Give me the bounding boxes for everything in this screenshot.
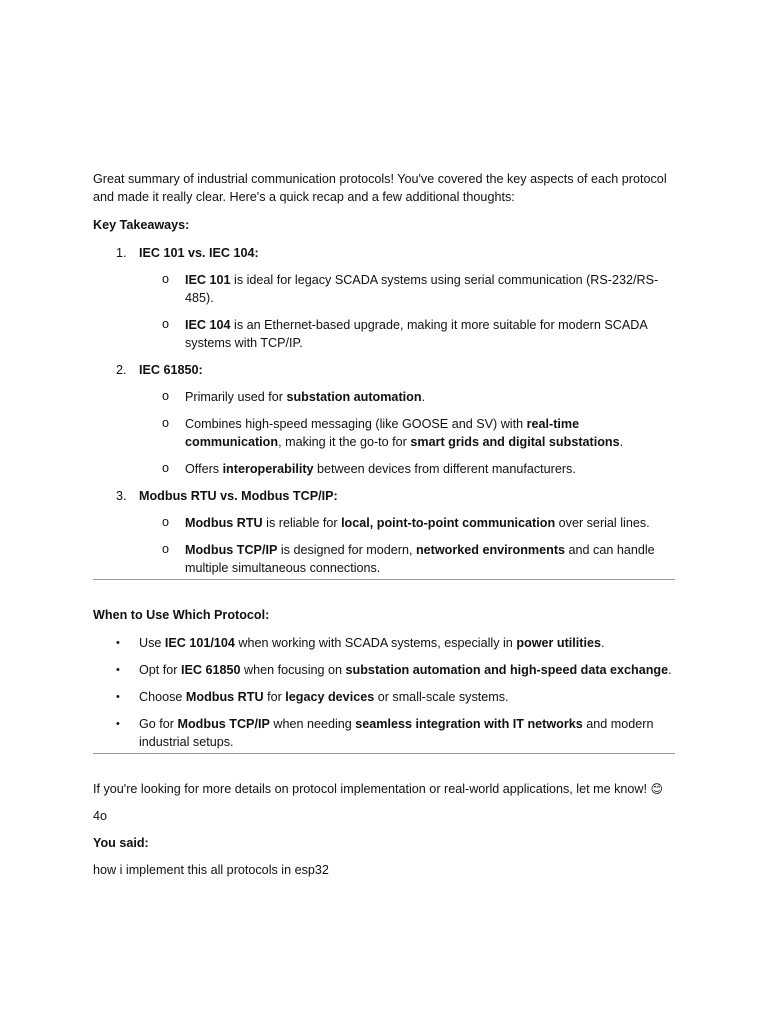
when-to-use-heading: When to Use Which Protocol: (93, 608, 270, 622)
sub-bullet-marker: o (162, 389, 170, 403)
takeaway-sublist (93, 271, 675, 352)
bullet-marker: • (116, 637, 120, 649)
takeaway-sublist (93, 388, 675, 478)
document-page (93, 170, 675, 879)
section-divider (93, 753, 675, 754)
smile-emoji-icon: 😊 (650, 782, 664, 796)
takeaway-item (93, 487, 675, 505)
sub-list-item: o Offers interoperability between devices from different manufacturers. (162, 461, 576, 476)
sub-bullet-marker: o (162, 416, 170, 430)
model-label: 4o (93, 809, 108, 823)
sub-list-item: o Modbus TCP/IP is designed for modern, networked environments and can handle multiple simultaneous connections. (162, 542, 655, 575)
bullet-list-item: • Choose Modbus RTU for legacy devices or small-scale systems. (116, 690, 509, 704)
takeaway-title: IEC 61850: (139, 363, 203, 377)
takeaway-item (93, 244, 675, 262)
user-message: how i implement this all protocols in esp32 (93, 863, 329, 877)
sub-list-item: o Modbus RTU is reliable for local, point-to-point communication over serial lines. (162, 515, 650, 530)
list-number: 2. (116, 363, 127, 377)
when-to-use-list (93, 634, 675, 751)
sub-bullet-marker: o (162, 272, 170, 286)
section-divider (93, 579, 675, 580)
bullet-marker: • (116, 691, 120, 703)
bullet-marker: • (116, 718, 120, 730)
sub-list-item: o IEC 101 is ideal for legacy SCADA systems using serial communication (RS-232/RS-485). (162, 272, 659, 305)
bullet-list-item: • Opt for IEC 61850 when focusing on substation automation and high-speed data exchange. (116, 663, 672, 677)
takeaway-sublist (93, 514, 675, 577)
bullet-marker: • (116, 664, 120, 676)
takeaways-heading: Key Takeaways: (93, 218, 190, 232)
sub-list-item: o Combines high-speed messaging (like GOOSE and SV) with real-time communication, making it the go-to for smart grids and digital substations. (162, 416, 624, 449)
sub-bullet-marker: o (162, 515, 170, 529)
takeaway-title: IEC 101 vs. IEC 104: (139, 246, 259, 260)
closing-paragraph: If you're looking for more details on protocol implementation or real-world applications, let me know! 😊 (93, 782, 664, 796)
sub-list-item: o IEC 104 is an Ethernet-based upgrade, making it more suitable for modern SCADA systems with TCP/IP. (162, 317, 648, 350)
sub-list-item: o Primarily used for substation automation. (162, 389, 426, 404)
sub-bullet-marker: o (162, 542, 170, 556)
list-number: 1. (116, 246, 127, 260)
bullet-list-item: • Use IEC 101/104 when working with SCADA systems, especially in power utilities. (116, 636, 605, 650)
bullet-list-item: • Go for Modbus TCP/IP when needing seamless integration with IT networks and modern industrial setups. (116, 717, 654, 749)
sub-bullet-marker: o (162, 461, 170, 475)
intro-paragraph: Great summary of industrial communication protocols! You've covered the key aspects of each protocol and made it really clear. Here's a quick recap and a few additional thoughts: (93, 172, 667, 204)
takeaway-item (93, 361, 675, 379)
you-said-label: You said: (93, 836, 149, 850)
list-number: 3. (116, 489, 127, 503)
sub-bullet-marker: o (162, 317, 170, 331)
takeaways-list (93, 244, 675, 577)
takeaway-title: Modbus RTU vs. Modbus TCP/IP: (139, 489, 338, 503)
